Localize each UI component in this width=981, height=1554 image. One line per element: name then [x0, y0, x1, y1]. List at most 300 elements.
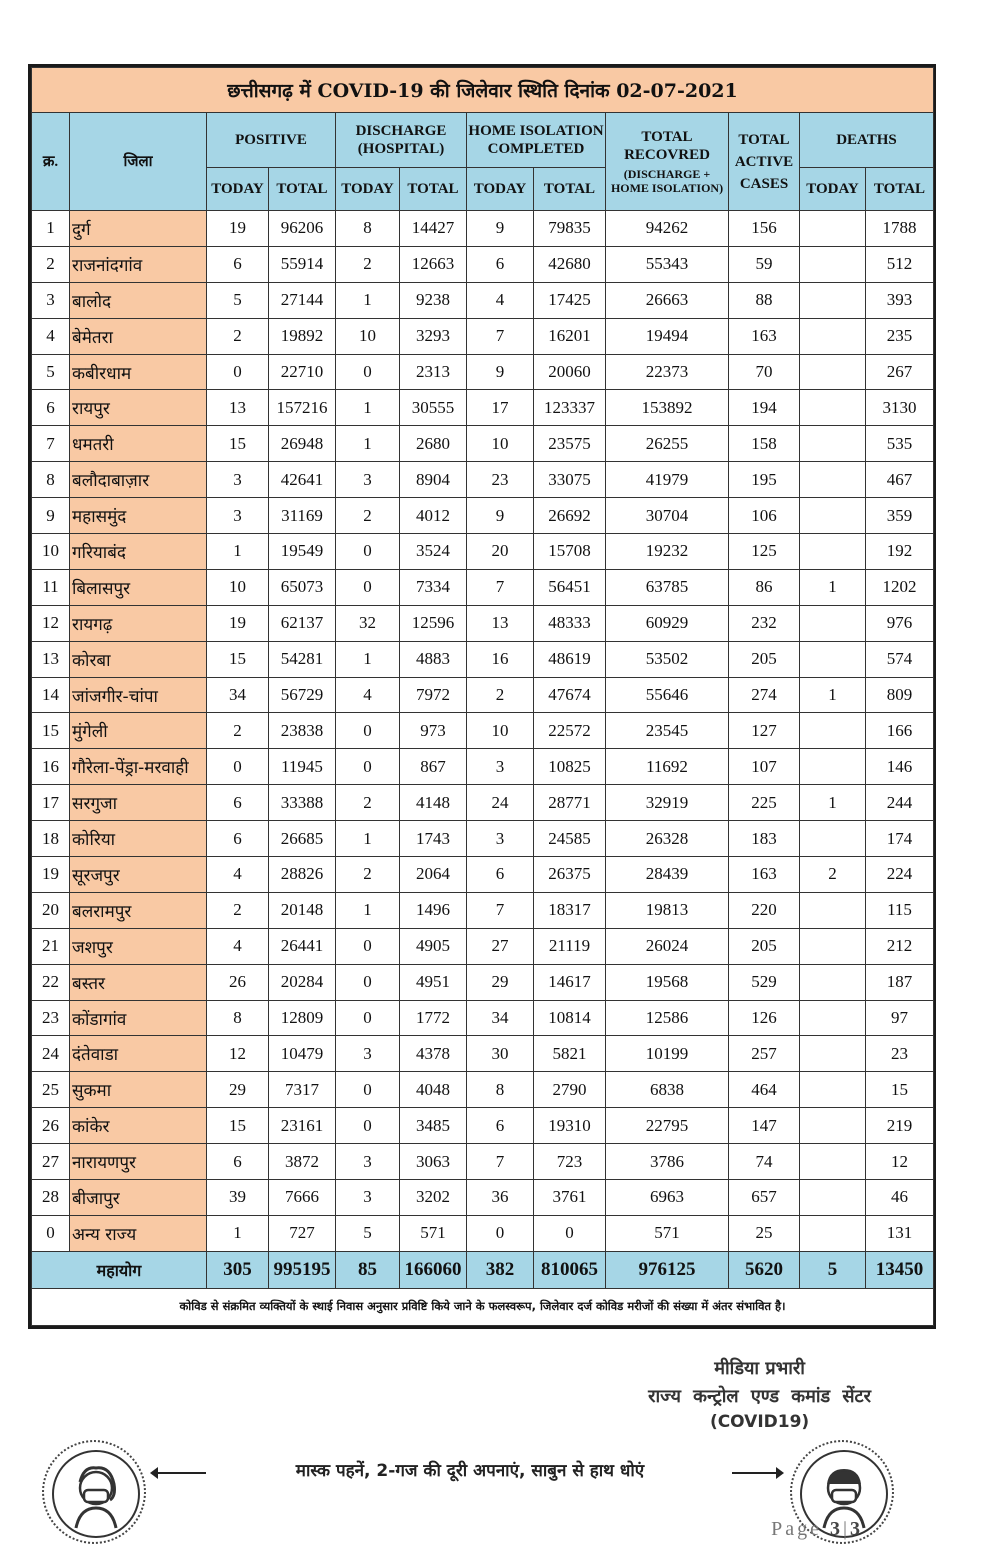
header-discharge-total: TOTAL [400, 168, 467, 211]
total-cell: 305 [207, 1251, 269, 1288]
value-cell: 33388 [269, 785, 336, 821]
district-cell: रायगढ़ [70, 605, 207, 641]
district-cell: मुंगेली [70, 713, 207, 749]
value-cell: 15708 [534, 534, 606, 570]
value-cell: 2790 [534, 1072, 606, 1108]
signature-line1: मीडिया प्रभारी [714, 1358, 805, 1379]
serial-cell: 3 [32, 282, 70, 318]
serial-cell: 9 [32, 498, 70, 534]
value-cell: 6 [207, 785, 269, 821]
value-cell: 7 [467, 892, 534, 928]
value-cell: 19 [207, 605, 269, 641]
value-cell: 4905 [400, 928, 467, 964]
value-cell: 1 [336, 892, 400, 928]
table-row [32, 354, 934, 390]
value-cell: 0 [336, 354, 400, 390]
value-cell: 4 [207, 857, 269, 893]
header-home-total: TOTAL [534, 168, 606, 211]
value-cell: 27144 [269, 282, 336, 318]
table-row [32, 534, 934, 570]
value-cell: 194 [729, 390, 800, 426]
value-cell: 59 [729, 246, 800, 282]
table-row [32, 1108, 934, 1144]
value-cell: 27 [467, 928, 534, 964]
value-cell: 225 [729, 785, 800, 821]
header-active-line2: ACTIVE [734, 153, 794, 170]
value-cell: 2 [207, 713, 269, 749]
table-row [32, 677, 934, 713]
total-cell: 995195 [269, 1251, 336, 1288]
value-cell: 48333 [534, 605, 606, 641]
district-cell: राजनांदगांव [70, 246, 207, 282]
district-cell: जशपुर [70, 928, 207, 964]
value-cell: 2 [207, 892, 269, 928]
value-cell: 20 [467, 534, 534, 570]
value-cell: 166 [866, 713, 934, 749]
value-cell: 22373 [606, 354, 729, 390]
header-active-line1: TOTAL [738, 131, 790, 148]
value-cell: 55646 [606, 677, 729, 713]
value-cell [800, 318, 866, 354]
value-cell: 56451 [534, 569, 606, 605]
value-cell: 8 [336, 211, 400, 247]
value-cell: 19494 [606, 318, 729, 354]
value-cell: 19310 [534, 1108, 606, 1144]
grand-total-label: महायोग [32, 1251, 207, 1288]
total-cell: 382 [467, 1251, 534, 1288]
value-cell: 20060 [534, 354, 606, 390]
value-cell: 4148 [400, 785, 467, 821]
value-cell: 15 [207, 1108, 269, 1144]
value-cell: 26375 [534, 857, 606, 893]
value-cell: 28439 [606, 857, 729, 893]
table-row [32, 605, 934, 641]
value-cell: 723 [534, 1144, 606, 1180]
value-cell: 153892 [606, 390, 729, 426]
total-cell: 5620 [729, 1251, 800, 1288]
header-total-recovered [606, 113, 729, 211]
value-cell: 12809 [269, 1000, 336, 1036]
value-cell: 3 [336, 1036, 400, 1072]
value-cell: 7972 [400, 677, 467, 713]
value-cell [800, 246, 866, 282]
value-cell: 60929 [606, 605, 729, 641]
value-cell: 62137 [269, 605, 336, 641]
table-row [32, 1144, 934, 1180]
value-cell: 17425 [534, 282, 606, 318]
serial-cell: 5 [32, 354, 70, 390]
serial-cell: 23 [32, 1000, 70, 1036]
value-cell: 23575 [534, 426, 606, 462]
value-cell: 19568 [606, 964, 729, 1000]
value-cell: 5821 [534, 1036, 606, 1072]
value-cell: 86 [729, 569, 800, 605]
value-cell: 3786 [606, 1144, 729, 1180]
value-cell: 232 [729, 605, 800, 641]
value-cell: 3 [336, 1180, 400, 1216]
value-cell: 464 [729, 1072, 800, 1108]
right-arrow-icon [732, 1472, 782, 1474]
district-cell: जांजगीर-चांपा [70, 677, 207, 713]
table-row [32, 211, 934, 247]
value-cell: 8 [467, 1072, 534, 1108]
grand-total-row [32, 1251, 934, 1288]
header-home-today: TODAY [467, 168, 534, 211]
value-cell: 212 [866, 928, 934, 964]
value-cell: 187 [866, 964, 934, 1000]
serial-cell: 20 [32, 892, 70, 928]
value-cell: 107 [729, 749, 800, 785]
value-cell: 1 [800, 677, 866, 713]
serial-cell: 8 [32, 462, 70, 498]
value-cell: 29 [467, 964, 534, 1000]
header-recovered-sub1: (DISCHARGE + [623, 167, 711, 181]
value-cell [800, 641, 866, 677]
page-total: 3 [850, 1518, 863, 1540]
signature-block [648, 1356, 871, 1432]
value-cell: 11692 [606, 749, 729, 785]
value-cell: 70 [729, 354, 800, 390]
value-cell: 2 [336, 785, 400, 821]
district-cell: महासमुंद [70, 498, 207, 534]
serial-cell: 19 [32, 857, 70, 893]
value-cell [800, 1072, 866, 1108]
total-cell: 976125 [606, 1251, 729, 1288]
value-cell: 4 [336, 677, 400, 713]
mask-woman-icon [42, 1440, 146, 1544]
value-cell: 7 [467, 1144, 534, 1180]
value-cell: 7317 [269, 1072, 336, 1108]
table-row [32, 498, 934, 534]
value-cell: 2 [467, 677, 534, 713]
value-cell: 22710 [269, 354, 336, 390]
value-cell: 7334 [400, 569, 467, 605]
value-cell: 33075 [534, 462, 606, 498]
value-cell: 42680 [534, 246, 606, 282]
value-cell: 19549 [269, 534, 336, 570]
value-cell: 10814 [534, 1000, 606, 1036]
value-cell: 56729 [269, 677, 336, 713]
value-cell: 195 [729, 462, 800, 498]
table-row [32, 641, 934, 677]
serial-cell: 7 [32, 426, 70, 462]
value-cell [800, 390, 866, 426]
value-cell: 126 [729, 1000, 800, 1036]
table-row [32, 246, 934, 282]
value-cell: 3 [207, 462, 269, 498]
value-cell: 46 [866, 1180, 934, 1216]
value-cell: 26024 [606, 928, 729, 964]
value-cell: 267 [866, 354, 934, 390]
value-cell: 12663 [400, 246, 467, 282]
serial-cell: 25 [32, 1072, 70, 1108]
value-cell: 224 [866, 857, 934, 893]
serial-cell: 16 [32, 749, 70, 785]
value-cell: 163 [729, 857, 800, 893]
value-cell: 219 [866, 1108, 934, 1144]
district-cell: बीजापुर [70, 1180, 207, 1216]
value-cell: 809 [866, 677, 934, 713]
value-cell: 2 [336, 857, 400, 893]
value-cell [800, 1108, 866, 1144]
value-cell: 22572 [534, 713, 606, 749]
header-serial: क्र. [32, 113, 70, 211]
value-cell: 235 [866, 318, 934, 354]
value-cell: 10 [467, 426, 534, 462]
value-cell: 3524 [400, 534, 467, 570]
value-cell [800, 749, 866, 785]
value-cell: 15 [207, 426, 269, 462]
value-cell: 192 [866, 534, 934, 570]
value-cell: 3485 [400, 1108, 467, 1144]
value-cell: 1496 [400, 892, 467, 928]
value-cell: 0 [534, 1215, 606, 1251]
value-cell: 39 [207, 1180, 269, 1216]
value-cell: 571 [606, 1215, 729, 1251]
serial-cell: 18 [32, 821, 70, 857]
value-cell [800, 1000, 866, 1036]
value-cell: 393 [866, 282, 934, 318]
district-covid-table [31, 67, 934, 1326]
value-cell: 9 [467, 498, 534, 534]
value-cell: 10 [207, 569, 269, 605]
value-cell: 0 [336, 1000, 400, 1036]
header-recovered-sub2: HOME ISOLATION) [610, 181, 724, 195]
serial-cell: 28 [32, 1180, 70, 1216]
value-cell: 26328 [606, 821, 729, 857]
value-cell: 17 [467, 390, 534, 426]
value-cell: 5 [336, 1215, 400, 1251]
value-cell: 8 [207, 1000, 269, 1036]
serial-cell: 26 [32, 1108, 70, 1144]
value-cell: 4048 [400, 1072, 467, 1108]
value-cell: 10 [336, 318, 400, 354]
value-cell: 157216 [269, 390, 336, 426]
value-cell [800, 534, 866, 570]
district-cell: बिलासपुर [70, 569, 207, 605]
value-cell: 257 [729, 1036, 800, 1072]
serial-cell: 22 [32, 964, 70, 1000]
value-cell: 7666 [269, 1180, 336, 1216]
value-cell: 47674 [534, 677, 606, 713]
value-cell: 2064 [400, 857, 467, 893]
value-cell: 4 [207, 928, 269, 964]
value-cell: 2313 [400, 354, 467, 390]
table-row [32, 892, 934, 928]
district-cell: गौरेला-पेंड्रा-मरवाही [70, 749, 207, 785]
serial-cell: 13 [32, 641, 70, 677]
value-cell: 7 [467, 318, 534, 354]
serial-cell: 11 [32, 569, 70, 605]
value-cell: 26692 [534, 498, 606, 534]
value-cell [800, 282, 866, 318]
serial-cell: 12 [32, 605, 70, 641]
value-cell: 123337 [534, 390, 606, 426]
value-cell: 48619 [534, 641, 606, 677]
value-cell: 6838 [606, 1072, 729, 1108]
value-cell: 12 [207, 1036, 269, 1072]
value-cell: 19813 [606, 892, 729, 928]
header-positive-today: TODAY [207, 168, 269, 211]
value-cell: 1772 [400, 1000, 467, 1036]
total-cell: 166060 [400, 1251, 467, 1288]
value-cell: 359 [866, 498, 934, 534]
value-cell: 158 [729, 426, 800, 462]
serial-cell: 14 [32, 677, 70, 713]
value-cell: 19892 [269, 318, 336, 354]
value-cell: 3293 [400, 318, 467, 354]
value-cell: 512 [866, 246, 934, 282]
serial-cell: 2 [32, 246, 70, 282]
value-cell: 727 [269, 1215, 336, 1251]
value-cell: 18317 [534, 892, 606, 928]
value-cell: 976 [866, 605, 934, 641]
value-cell: 55343 [606, 246, 729, 282]
value-cell: 3 [467, 821, 534, 857]
value-cell: 973 [400, 713, 467, 749]
value-cell: 41979 [606, 462, 729, 498]
value-cell: 16201 [534, 318, 606, 354]
value-cell: 79835 [534, 211, 606, 247]
header-deaths-total: TOTAL [866, 168, 934, 211]
table-body [32, 211, 934, 1252]
value-cell [800, 928, 866, 964]
value-cell: 22795 [606, 1108, 729, 1144]
value-cell: 23838 [269, 713, 336, 749]
value-cell: 65073 [269, 569, 336, 605]
table-row [32, 1072, 934, 1108]
table-row [32, 1036, 934, 1072]
header-discharge [336, 113, 467, 168]
page-label: Page [771, 1518, 822, 1540]
value-cell: 657 [729, 1180, 800, 1216]
value-cell: 26948 [269, 426, 336, 462]
value-cell: 32 [336, 605, 400, 641]
header-discharge-today: TODAY [336, 168, 400, 211]
table-row [32, 749, 934, 785]
value-cell: 274 [729, 677, 800, 713]
value-cell: 0 [336, 928, 400, 964]
value-cell: 4 [467, 282, 534, 318]
district-cell: बलरामपुर [70, 892, 207, 928]
district-cell: सूरजपुर [70, 857, 207, 893]
value-cell: 63785 [606, 569, 729, 605]
district-cell: अन्य राज्य [70, 1215, 207, 1251]
value-cell: 467 [866, 462, 934, 498]
value-cell: 131 [866, 1215, 934, 1251]
value-cell: 53502 [606, 641, 729, 677]
district-cell: कोंडागांव [70, 1000, 207, 1036]
total-cell: 810065 [534, 1251, 606, 1288]
district-cell: नारायणपुर [70, 1144, 207, 1180]
header-active-line3: CASES [739, 175, 789, 192]
page-number [771, 1518, 863, 1541]
value-cell: 25 [729, 1215, 800, 1251]
total-cell: 13450 [866, 1251, 934, 1288]
value-cell [800, 498, 866, 534]
value-cell [800, 1036, 866, 1072]
page-separator: | [842, 1518, 850, 1540]
table-row [32, 462, 934, 498]
table-row [32, 569, 934, 605]
value-cell: 1 [800, 785, 866, 821]
value-cell: 96206 [269, 211, 336, 247]
value-cell: 3130 [866, 390, 934, 426]
value-cell: 28771 [534, 785, 606, 821]
value-cell: 29 [207, 1072, 269, 1108]
district-cell: बेमेतरा [70, 318, 207, 354]
value-cell: 20148 [269, 892, 336, 928]
value-cell: 6963 [606, 1180, 729, 1216]
value-cell: 0 [336, 1108, 400, 1144]
value-cell: 3872 [269, 1144, 336, 1180]
value-cell: 23 [467, 462, 534, 498]
value-cell: 4883 [400, 641, 467, 677]
value-cell: 6 [467, 857, 534, 893]
value-cell [800, 1180, 866, 1216]
value-cell: 6 [207, 821, 269, 857]
value-cell: 23545 [606, 713, 729, 749]
signature-line3: (COVID19) [709, 1412, 810, 1432]
serial-cell: 15 [32, 713, 70, 749]
value-cell: 1202 [866, 569, 934, 605]
value-cell: 14427 [400, 211, 467, 247]
value-cell: 1 [336, 390, 400, 426]
district-cell: रायपुर [70, 390, 207, 426]
value-cell: 1788 [866, 211, 934, 247]
value-cell: 11945 [269, 749, 336, 785]
value-cell: 0 [467, 1215, 534, 1251]
table-row [32, 282, 934, 318]
district-cell: गरियाबंद [70, 534, 207, 570]
value-cell [800, 713, 866, 749]
value-cell: 6 [207, 246, 269, 282]
value-cell: 74 [729, 1144, 800, 1180]
covid-table-container [28, 64, 936, 1329]
value-cell: 2680 [400, 426, 467, 462]
serial-cell: 0 [32, 1215, 70, 1251]
header-recovered-line2: RECOVRED [624, 147, 710, 163]
district-cell: बस्तर [70, 964, 207, 1000]
value-cell [800, 821, 866, 857]
value-cell: 3202 [400, 1180, 467, 1216]
value-cell: 0 [336, 749, 400, 785]
table-row [32, 426, 934, 462]
value-cell: 26441 [269, 928, 336, 964]
district-cell: कोरबा [70, 641, 207, 677]
value-cell: 8904 [400, 462, 467, 498]
value-cell: 7 [467, 569, 534, 605]
value-cell: 26255 [606, 426, 729, 462]
serial-cell: 4 [32, 318, 70, 354]
value-cell: 2 [336, 498, 400, 534]
district-cell: धमतरी [70, 426, 207, 462]
header-district: जिला [70, 113, 207, 211]
table-row [32, 318, 934, 354]
serial-cell: 1 [32, 211, 70, 247]
value-cell: 12586 [606, 1000, 729, 1036]
district-cell: दुर्ग [70, 211, 207, 247]
header-discharge-line1: DISCHARGE [355, 123, 447, 139]
value-cell: 24 [467, 785, 534, 821]
value-cell [800, 964, 866, 1000]
value-cell: 19232 [606, 534, 729, 570]
table-row [32, 785, 934, 821]
table-row [32, 928, 934, 964]
value-cell: 244 [866, 785, 934, 821]
value-cell: 31169 [269, 498, 336, 534]
table-row [32, 1000, 934, 1036]
